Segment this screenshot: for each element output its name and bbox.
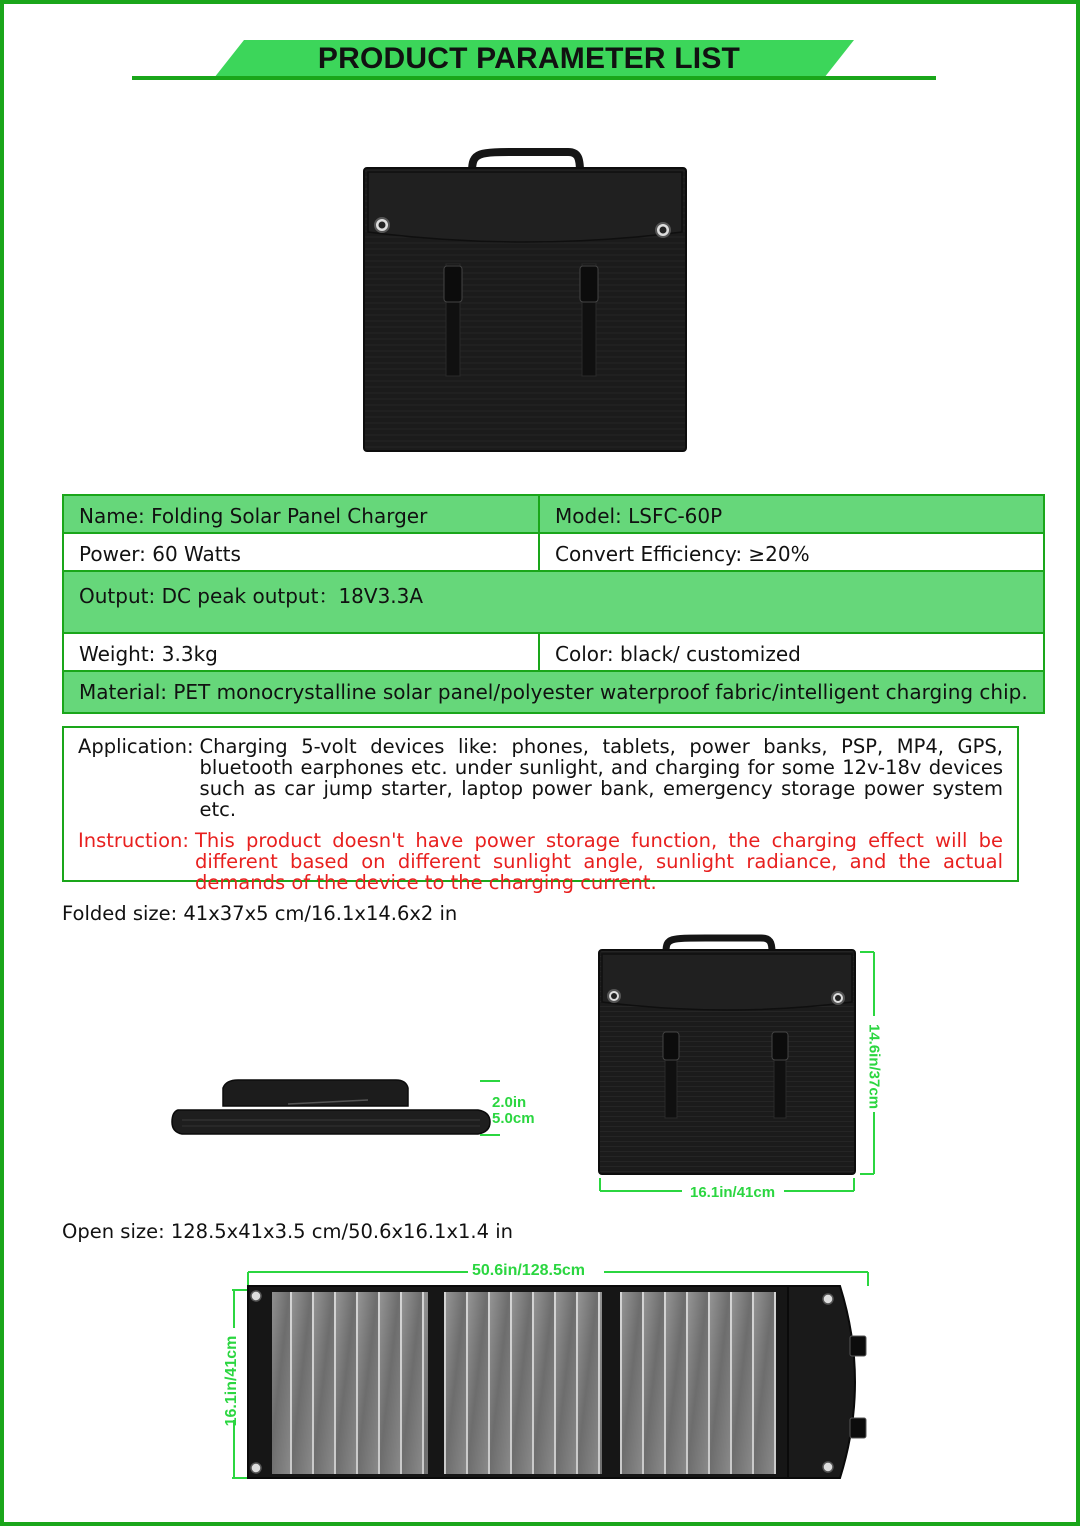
spec-model: Model: LSFC-60P [539,495,1044,533]
thickness-cm-label: 5.0cm [492,1110,535,1127]
spec-row [63,671,1044,713]
folded-width-label: 16.1in/41cm [690,1184,776,1201]
spec-row [63,633,1044,671]
page-title: PRODUCT PARAMETER LIST [317,42,741,75]
folded-size-caption: Folded size: 41x37x5 cm/16.1x14.6x2 in [62,902,458,925]
application-label: Application: [78,735,194,758]
spec-output: Output: DC peak output：18V3.3A [63,571,1044,633]
spec-weight: Weight: 3.3kg [63,633,539,671]
spec-row [63,495,1044,533]
application-line [78,736,1003,820]
spec-material: Material: PET monocrystalline solar panel/polyester waterproof fabric/intelligent charging chip. [63,671,1044,713]
spec-row [63,533,1044,571]
spec-efficiency: Convert Efficiency: ≥20% [539,533,1044,571]
open-size-caption: Open size: 128.5x41x3.5 cm/50.6x16.1x1.4 in [62,1220,513,1243]
open-panel-image [246,1284,876,1480]
folded-height-label: 14.6in/37cm [865,1023,883,1110]
spec-power: Power: 60 Watts [63,533,539,571]
folded-front-image [596,934,858,1176]
spec-name: Name: Folding Solar Panel Charger [63,495,539,533]
open-height-label: 16.1in/41cm [223,1335,240,1427]
spec-row [63,571,1044,633]
header-underline [132,76,936,80]
application-box [62,726,1019,894]
folded-side-image [168,1078,498,1148]
spec-table [62,494,1045,714]
product-image [360,150,690,455]
instruction-text: This product doesn't have power storage function, the charging effect will be different based on different sunlight angle, sunlight radiance, and the actual demands of the device to the charging current. [194,829,1003,894]
application-text: Charging 5-volt devices like: phones, tablets, power banks, PSP, MP4, GPS, bluetooth earphones etc. under sunlight, and charging for some 12v-18v devices such as car jump starter, laptop power bank, emergency storage power system etc. [199,735,1003,821]
instruction-line [78,830,1003,893]
open-length-label: 50.6in/128.5cm [472,1262,585,1279]
thickness-in-label: 2.0in [492,1094,527,1111]
instruction-label: Instruction: [78,829,189,852]
spec-color: Color: black/ customized [539,633,1044,671]
